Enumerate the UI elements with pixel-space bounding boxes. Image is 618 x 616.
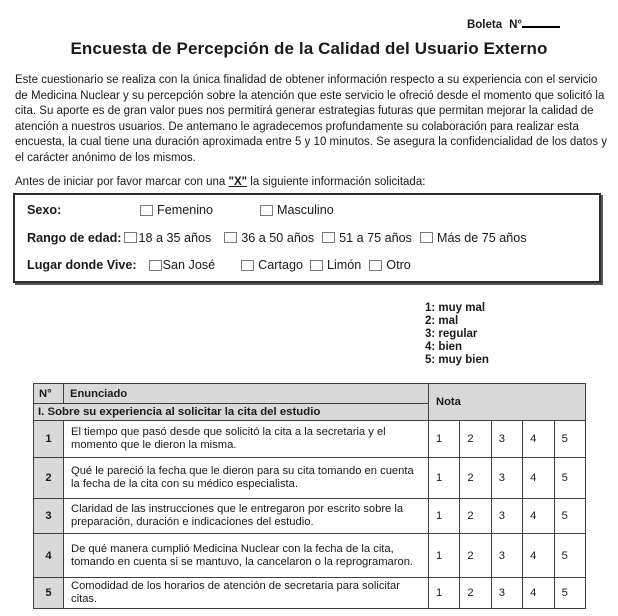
- score-cell-3[interactable]: 3: [491, 421, 522, 458]
- checkbox-51-75[interactable]: [322, 232, 335, 243]
- checkbox-san-jose[interactable]: [149, 260, 162, 271]
- table-row: [34, 534, 586, 578]
- score-cell-1[interactable]: 1: [429, 578, 460, 609]
- boleta-no-label: N°: [509, 19, 522, 31]
- checkbox-mas-75[interactable]: [420, 232, 433, 243]
- option-masculino: [260, 203, 334, 217]
- score-cell-1[interactable]: 1: [429, 499, 460, 534]
- checkbox-femenino[interactable]: [140, 205, 153, 216]
- score-cell-4[interactable]: 4: [523, 499, 554, 534]
- row-statement: Comodidad de los horarios de atención de secretaria para solicitar citas.: [64, 578, 429, 609]
- option-limon: [310, 258, 361, 272]
- score-cell-3[interactable]: 3: [491, 458, 522, 499]
- table-row: [34, 458, 586, 499]
- row-number: 1: [34, 421, 64, 458]
- option-femenino: [140, 203, 213, 217]
- checkbox-masculino[interactable]: [260, 205, 273, 216]
- col-header-enunciado: Enunciado: [64, 384, 429, 404]
- score-cell-4[interactable]: 4: [523, 458, 554, 499]
- score-cell-3[interactable]: 3: [491, 534, 522, 578]
- option-masculino-label: Masculino: [277, 203, 334, 217]
- page-title: Encuesta de Percepción de la Calidad del Usuario Externo: [70, 39, 548, 58]
- row-number: 2: [34, 458, 64, 499]
- row-number: 4: [34, 534, 64, 578]
- score-cell-4[interactable]: 4: [523, 578, 554, 609]
- rating-scale-legend: [425, 302, 489, 367]
- instruction-line: [15, 176, 611, 188]
- score-cell-5[interactable]: 5: [554, 458, 585, 499]
- score-cell-4[interactable]: 4: [523, 534, 554, 578]
- score-cell-3[interactable]: 3: [491, 578, 522, 609]
- option-mas-75: [420, 231, 527, 245]
- option-san-jose-label: San José: [162, 258, 216, 272]
- score-cell-1[interactable]: 1: [429, 534, 460, 578]
- score-cell-1[interactable]: 1: [429, 458, 460, 499]
- demo-row-vive: [27, 258, 599, 272]
- row-statement: El tiempo que pasó desde que solicitó la cita a la secretaria y el momento que le dieron la misma.: [64, 421, 429, 458]
- legend-line: 2: mal: [425, 315, 459, 327]
- score-cell-5[interactable]: 5: [554, 534, 585, 578]
- score-cell-2[interactable]: 2: [460, 421, 491, 458]
- table-row: [34, 499, 586, 534]
- score-cell-5[interactable]: 5: [554, 499, 585, 534]
- score-cell-5[interactable]: 5: [554, 578, 585, 609]
- legend-line: 5: muy bien: [425, 354, 489, 366]
- option-san-jose: [149, 258, 216, 272]
- option-36-50: [224, 231, 314, 245]
- option-otro: [369, 258, 411, 272]
- legend-line: 4: bien: [425, 341, 463, 353]
- option-limon-label: Limón: [326, 258, 362, 272]
- row-statement: De qué manera cumplió Medicina Nuclear con la fecha de la cita, tomando en cuenta si se mantuvo, la cancelaron o la reprogramaron.: [64, 534, 429, 578]
- option-cartago-label: Cartago: [258, 258, 303, 272]
- sexo-label: Sexo:: [27, 203, 62, 217]
- intro-paragraph: Este cuestionario se realiza con la única finalidad de obtener información respecto a su experiencia con el servicio de Medicina Nuclear y su percepción sobre la atención que este servicio le ofreció desde el momento que solicitó la cita. Su aporte es de gran valor pues nos permitirá generar estrategias futuras que permitan mejorar la calidad de atención a nuestros usuarios. De antemano le agradecemos profundamente su colaboración para realizar esta encuesta, la cual tiene una duración aproximada entre 5 y 10 minutos. Se asegura la confidencialidad de los datos y el carácter anónimo de los mismos.: [15, 74, 607, 164]
- col-header-nota: Nota: [429, 384, 586, 421]
- score-cell-5[interactable]: 5: [554, 421, 585, 458]
- option-18-35-label: 18 a 35 años: [138, 230, 212, 245]
- option-51-75-label: 51 a 75 años: [339, 230, 412, 245]
- table-row: [34, 421, 586, 458]
- table-row: [34, 578, 586, 609]
- score-cell-2[interactable]: 2: [460, 499, 491, 534]
- section-title: I. Sobre su experiencia al solicitar la cita del estudio: [34, 404, 429, 421]
- option-36-50-label: 36 a 50 años: [241, 230, 315, 245]
- checkbox-36-50[interactable]: [224, 232, 237, 243]
- boleta-label: Boleta: [466, 19, 503, 31]
- option-18-35: [124, 231, 211, 245]
- survey-table: [33, 383, 586, 609]
- legend-line: 1: muy mal: [425, 302, 486, 314]
- instruction-suffix: la siguiente información solicitada:: [247, 176, 426, 188]
- checkbox-18-35[interactable]: [124, 232, 137, 243]
- score-cell-4[interactable]: 4: [523, 421, 554, 458]
- score-cell-2[interactable]: 2: [460, 458, 491, 499]
- score-cell-3[interactable]: 3: [491, 499, 522, 534]
- score-cell-1[interactable]: 1: [429, 421, 460, 458]
- option-mas-75-label: Más de 75 años: [436, 230, 527, 245]
- instruction-prefix: Antes de iniciar por favor marcar con una: [15, 176, 229, 188]
- score-cell-2[interactable]: 2: [460, 534, 491, 578]
- legend-line: 3: regular: [425, 328, 478, 340]
- boleta-number-blank[interactable]: [522, 16, 560, 28]
- row-statement: Claridad de las instrucciones que le entregaron por escrito sobre la preparación, duración e indicaciones del estudio.: [64, 499, 429, 534]
- row-number: 3: [34, 499, 64, 534]
- instruction-x-marker: "X": [228, 176, 248, 188]
- option-51-75: [322, 231, 412, 245]
- option-femenino-label: Femenino: [157, 203, 214, 217]
- demo-row-sexo: [27, 203, 599, 217]
- row-number: 5: [34, 578, 64, 609]
- col-header-num: N°: [34, 384, 64, 404]
- option-otro-label: Otro: [386, 258, 411, 272]
- score-cell-2[interactable]: 2: [460, 578, 491, 609]
- demographics-box: [13, 193, 601, 283]
- demo-row-edad: [27, 231, 599, 245]
- rango-edad-label: Rango de edad:: [27, 230, 122, 245]
- boleta-number-line: [0, 16, 560, 31]
- row-statement: Qué le pareció la fecha que le dieron para su cita tomando en cuenta la fecha de la cita con su médico especialista.: [64, 458, 429, 499]
- checkbox-otro[interactable]: [369, 260, 382, 271]
- option-cartago: [241, 258, 303, 272]
- lugar-vive-label: Lugar donde Vive:: [27, 258, 137, 272]
- checkbox-limon[interactable]: [310, 260, 323, 271]
- checkbox-cartago[interactable]: [241, 260, 254, 271]
